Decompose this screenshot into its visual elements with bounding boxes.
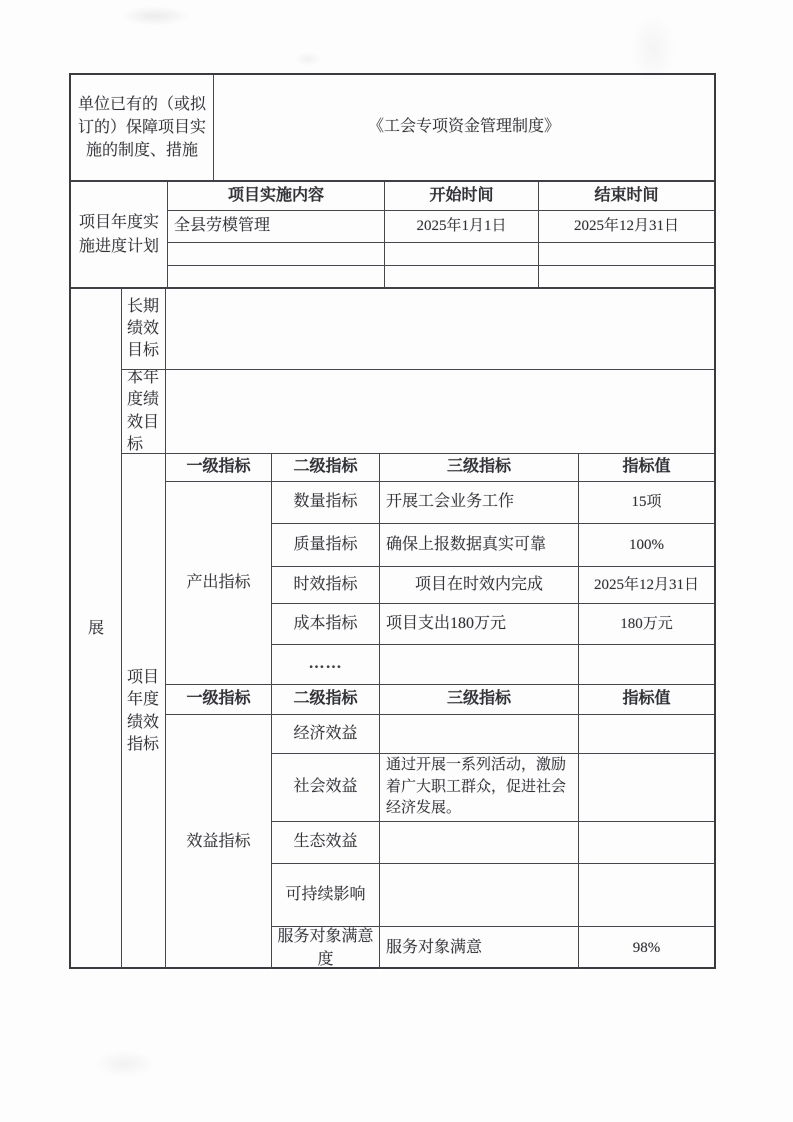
output-header-level3: 三级指标 — [380, 454, 579, 482]
schedule-row-start — [385, 266, 539, 287]
output-group-label: 产出指标 — [166, 482, 272, 685]
benefit-header-value: 指标值 — [579, 685, 714, 715]
indicator-level3: 通过开展一系列活动，激励着广大职工群众，促进社会经济发展。 — [380, 754, 579, 822]
schedule-col-header-content: 项目实施内容 — [168, 182, 385, 211]
indicator-level3: 项目在时效内完成 — [380, 567, 579, 604]
schedule-section — [71, 180, 714, 287]
indicator-value: 98% — [632, 939, 661, 956]
indicator-value: 180万元 — [579, 604, 714, 645]
schedule-row-content — [168, 243, 385, 266]
annual-goal-value — [166, 370, 714, 454]
indicator-level2: 质量指标 — [272, 524, 380, 567]
long-term-goal-value — [166, 289, 714, 370]
benefit-header-level2: 二级指标 — [272, 685, 380, 715]
indicator-level3: 确保上报数据真实可靠 — [380, 524, 579, 567]
output-header-level2: 二级指标 — [272, 454, 380, 482]
scan-smudge — [120, 6, 190, 26]
scan-smudge — [95, 1050, 155, 1078]
output-header-value: 指标值 — [579, 454, 714, 482]
long-term-goal-label: 长期绩效目标 — [122, 289, 166, 370]
schedule-col-header-start: 开始时间 — [385, 182, 539, 211]
schedule-row-start: 2025年1月1日 — [385, 211, 539, 243]
indicator-value — [579, 715, 714, 754]
scan-smudge — [295, 52, 321, 66]
benefit-header-level1: 一级指标 — [166, 685, 272, 715]
indicator-level3 — [380, 822, 579, 864]
indicator-level2: 成本指标 — [272, 604, 380, 645]
indicator-value: 2025年12月31日 — [579, 567, 714, 604]
performance-form-table — [69, 73, 716, 969]
indicator-level2: 生态效益 — [272, 822, 380, 864]
indicator-level3: 项目支出180万元 — [380, 604, 579, 645]
indicator-level2: 服务对象满意度 — [272, 927, 380, 969]
indicator-value — [579, 864, 714, 927]
safeguard-section — [71, 75, 714, 180]
indicator-level3: 服务对象满意 — [380, 927, 579, 969]
schedule-row-start — [385, 243, 539, 266]
indicator-value — [579, 822, 714, 864]
output-header-level1: 一级指标 — [166, 454, 272, 482]
schedule-row-content — [168, 266, 385, 287]
schedule-row-end — [539, 243, 714, 266]
benefit-group-label: 效益指标 — [166, 715, 272, 969]
indicator-level2: 经济效益 — [272, 715, 380, 754]
annual-indicator-label: 项目年度绩效指标 — [122, 454, 166, 969]
indicator-level3 — [380, 645, 579, 685]
indicator-value — [579, 645, 714, 685]
indicator-level3 — [380, 864, 579, 927]
schedule-row-end: 2025年12月31日 — [539, 211, 714, 243]
indicator-level2: 可持续影响 — [272, 864, 380, 927]
margin-column-char: 展 — [71, 289, 122, 969]
indicator-level2: 数量指标 — [272, 482, 380, 524]
indicator-level2: 时效指标 — [272, 567, 380, 604]
indicator-value — [579, 754, 714, 822]
indicator-level2-ellipsis: …… — [272, 645, 380, 685]
benefit-header-level3: 三级指标 — [380, 685, 579, 715]
indicator-value: 15项 — [579, 482, 714, 524]
indicator-value: 100% — [579, 524, 714, 567]
schedule-row-content: 全县劳模管理 — [168, 211, 385, 243]
schedule-col-header-end: 结束时间 — [539, 182, 714, 211]
performance-section — [71, 287, 714, 967]
indicator-level3: 开展工会业务工作 — [380, 482, 579, 524]
indicator-level3 — [380, 715, 579, 754]
safeguard-value: 《工会专项资金管理制度》 — [367, 118, 560, 136]
schedule-label: 项目年度实施进度计划 — [71, 182, 168, 287]
annual-goal-label: 本年度绩效目标 — [122, 370, 166, 454]
schedule-row-end — [539, 266, 714, 287]
safeguard-label: 单位已有的（或拟订的）保障项目实施的制度、措施 — [71, 75, 214, 180]
indicator-level2: 社会效益 — [272, 754, 380, 822]
